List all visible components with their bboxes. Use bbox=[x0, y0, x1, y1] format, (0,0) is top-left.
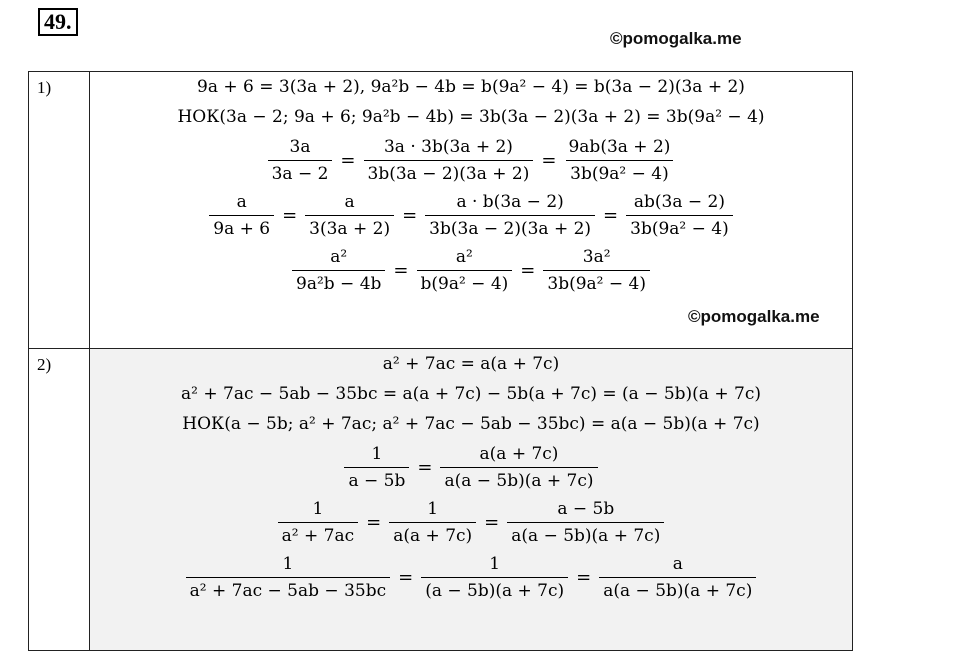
fraction-numerator: 3a · 3b(3a + 2) bbox=[383, 137, 513, 157]
fraction-denominator: a² + 7ac bbox=[278, 522, 358, 549]
fraction-numerator: a − 5b bbox=[557, 499, 615, 519]
watermark-top: ©pomogalka.me bbox=[610, 29, 742, 48]
watermark-middle: ©pomogalka.me bbox=[688, 307, 820, 326]
equals-sign: = bbox=[484, 512, 500, 533]
equals-sign: = bbox=[417, 457, 433, 478]
part-1-label: 1) bbox=[29, 72, 90, 349]
fraction-denominator: (a − 5b)(a + 7c) bbox=[421, 577, 568, 604]
fraction bbox=[543, 244, 650, 297]
fraction-denominator: 3a − 2 bbox=[268, 160, 333, 187]
part-2-row bbox=[29, 349, 853, 651]
fraction-equation bbox=[90, 189, 852, 242]
equals-sign: = bbox=[393, 260, 409, 281]
equals-sign: = bbox=[398, 567, 414, 588]
fraction-denominator: 3(3a + 2) bbox=[305, 215, 394, 242]
fraction-denominator: 9a²b − 4b bbox=[292, 270, 385, 297]
fraction-numerator: 1 bbox=[371, 444, 383, 464]
fraction bbox=[564, 134, 674, 187]
fraction bbox=[305, 189, 394, 242]
fraction-equation bbox=[90, 496, 852, 549]
fraction bbox=[417, 244, 513, 297]
fraction bbox=[364, 134, 534, 187]
fraction-numerator: a bbox=[236, 192, 247, 212]
fraction-numerator: 3a² bbox=[582, 247, 611, 267]
fraction-numerator: a² bbox=[455, 247, 473, 267]
fraction bbox=[209, 189, 274, 242]
fraction-equation bbox=[90, 441, 852, 494]
equals-sign: = bbox=[366, 512, 382, 533]
fraction bbox=[278, 496, 358, 549]
fraction bbox=[507, 496, 664, 549]
fraction-numerator: 1 bbox=[282, 554, 294, 574]
fraction-denominator: 3b(9a² − 4) bbox=[543, 270, 650, 297]
fraction-equation bbox=[90, 244, 852, 297]
fraction bbox=[344, 441, 409, 494]
part-2-line: a² + 7ac − 5ab − 35bc = a(a + 7c) − 5b(a + 7c) = (a − 5b)(a + 7c) bbox=[181, 384, 761, 404]
fraction-numerator: 3a bbox=[289, 137, 311, 157]
fraction-equation bbox=[90, 551, 852, 604]
equals-sign: = bbox=[520, 260, 536, 281]
fraction bbox=[421, 551, 568, 604]
fraction bbox=[186, 551, 390, 604]
part-2-equations bbox=[90, 441, 852, 604]
part-2-line: НОК(a − 5b; a² + 7ac; a² + 7ac − 5ab − 35bc) = a(a − 5b)(a + 7c) bbox=[182, 414, 760, 434]
equals-sign: = bbox=[402, 205, 418, 226]
part-2-label: 2) bbox=[29, 349, 90, 651]
fraction-numerator: a bbox=[344, 192, 355, 212]
fraction-numerator: a² bbox=[330, 247, 348, 267]
fraction-numerator: 1 bbox=[312, 499, 324, 519]
fraction bbox=[389, 496, 476, 549]
fraction bbox=[440, 441, 597, 494]
fraction-denominator: a(a + 7c) bbox=[389, 522, 476, 549]
part-1-line: 9a + 6 = 3(3a + 2), 9a²b − 4b = b(9a² − 4) = b(3a − 2)(3a + 2) bbox=[197, 77, 745, 97]
part-1-equations bbox=[90, 134, 852, 297]
fraction-equation bbox=[90, 134, 852, 187]
fraction-numerator: a(a + 7c) bbox=[479, 444, 559, 464]
fraction-denominator: 3b(9a² − 4) bbox=[566, 160, 673, 187]
fraction-denominator: a(a − 5b)(a + 7c) bbox=[440, 467, 597, 494]
fraction-denominator: 3b(3a − 2)(3a + 2) bbox=[425, 215, 595, 242]
solution-table bbox=[28, 71, 853, 651]
fraction bbox=[292, 244, 385, 297]
fraction bbox=[626, 189, 733, 242]
fraction-denominator: b(9a² − 4) bbox=[417, 270, 513, 297]
fraction bbox=[268, 134, 333, 187]
part-2-line: a² + 7ac = a(a + 7c) bbox=[382, 354, 560, 374]
part-2-content bbox=[90, 349, 853, 651]
fraction-denominator: 3b(9a² − 4) bbox=[626, 215, 733, 242]
fraction-denominator: a² + 7ac − 5ab − 35bc bbox=[186, 577, 390, 604]
fraction bbox=[425, 189, 595, 242]
fraction-denominator: 3b(3a − 2)(3a + 2) bbox=[364, 160, 534, 187]
part-1-line: НОК(3a − 2; 9a + 6; 9a²b − 4b) = 3b(3a − 2)(3a + 2) = 3b(9a² − 4) bbox=[177, 107, 765, 127]
fraction bbox=[599, 551, 756, 604]
fraction-denominator: a(a − 5b)(a + 7c) bbox=[599, 577, 756, 604]
fraction-denominator: a − 5b bbox=[344, 467, 409, 494]
fraction-numerator: a · b(3a − 2) bbox=[456, 192, 564, 212]
fraction-numerator: ab(3a − 2) bbox=[633, 192, 725, 212]
fraction-numerator: 9ab(3a + 2) bbox=[568, 137, 671, 157]
fraction-numerator: 1 bbox=[489, 554, 501, 574]
fraction-numerator: 1 bbox=[427, 499, 439, 519]
problem-number: 49. bbox=[38, 8, 78, 36]
equals-sign: = bbox=[541, 150, 557, 171]
equals-sign: = bbox=[603, 205, 619, 226]
equals-sign: = bbox=[282, 205, 298, 226]
fraction-denominator: 9a + 6 bbox=[209, 215, 274, 242]
fraction-denominator: a(a − 5b)(a + 7c) bbox=[507, 522, 664, 549]
equals-sign: = bbox=[340, 150, 356, 171]
fraction-numerator: a bbox=[672, 554, 683, 574]
equals-sign: = bbox=[576, 567, 592, 588]
